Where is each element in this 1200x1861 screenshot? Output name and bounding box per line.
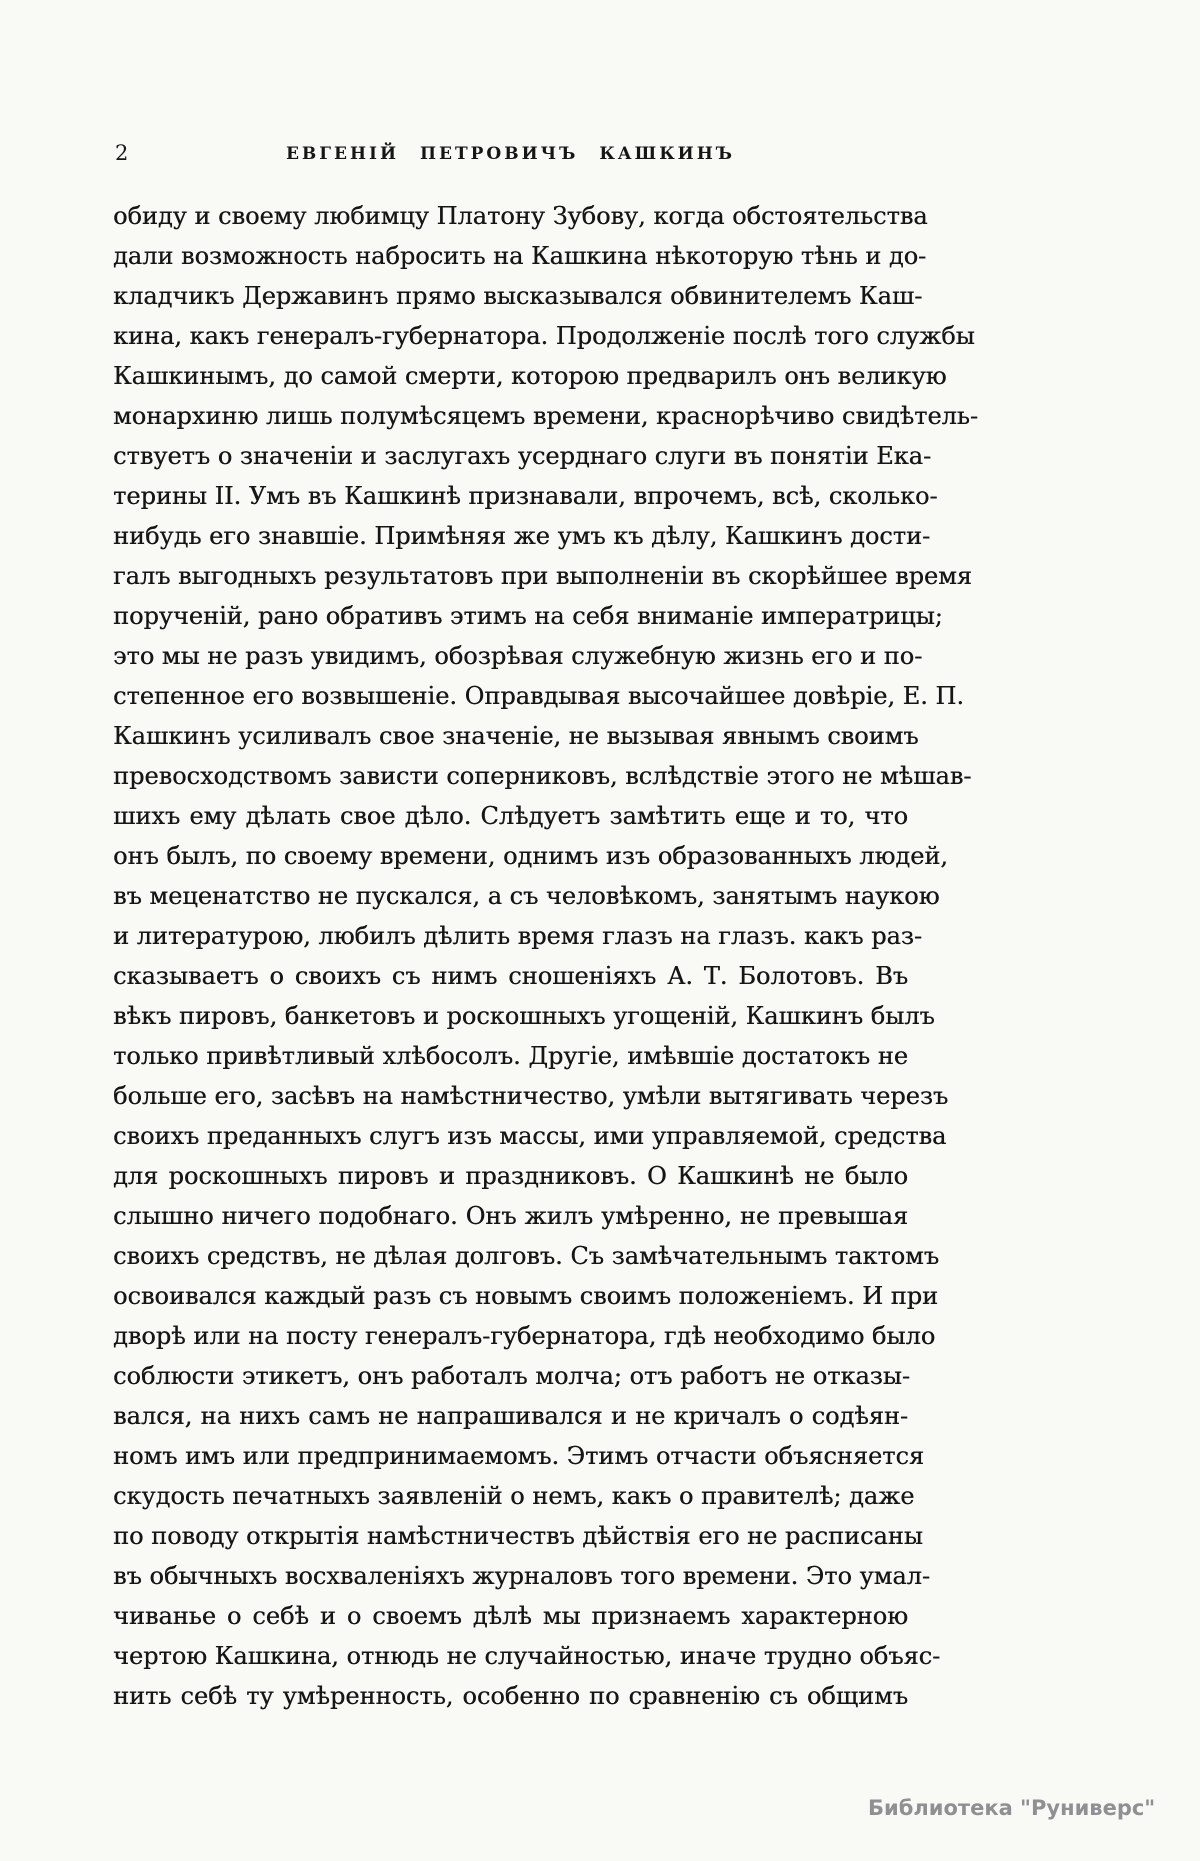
text-line: онъ былъ, по своему времени, однимъ изъ образованныхъ людей, [113,842,948,870]
text-line: вѣкъ пировъ, банкетовъ и роскошныхъ угощеній, Кашкинъ былъ [113,1002,935,1030]
text-line: Кашкинымъ, до самой смерти, которою предварилъ онъ великую [113,362,947,390]
text-line: обиду и своему любимцу Платону Зубову, когда обстоятельства [113,202,928,230]
text-line: кина, какъ генералъ-губернатора. Продолженіе послѣ того службы [113,322,975,350]
text-line: нить себѣ ту умѣренность, особенно по сравненію съ общимъ [113,1682,908,1710]
text-line: слышно ничего подобнаго. Онъ жилъ умѣренно, не превышая [113,1202,908,1230]
text-line: своихъ преданныхъ слугъ изъ массы, ими управляемой, средства [113,1122,947,1150]
text-line: порученій, рано обративъ этимъ на себя вниманіе императрицы; [113,602,943,630]
text-line: кладчикъ Державинъ прямо высказывался обвинителемъ Каш- [113,282,923,310]
text-line: больше его, засѣвъ на намѣстничество, умѣли вытягивать черезъ [113,1082,949,1110]
text-line: это мы не разъ увидимъ, обозрѣвая служебную жизнь его и по- [113,642,923,670]
text-line: своихъ средствъ, не дѣлая долговъ. Съ замѣчательнымъ тактомъ [113,1242,939,1270]
text-line: и литературою, любилъ дѣлить время глазъ на глазъ. какъ раз- [113,922,922,950]
page-number: 2 [115,141,129,165]
text-line: для роскошныхъ пировъ и праздниковъ. О Кашкинѣ не было [113,1162,908,1190]
text-line: чиванье о себѣ и о своемъ дѣлѣ мы признаемъ характерною [113,1602,908,1630]
text-line: соблюсти этикетъ, онъ работалъ молча; отъ работъ не отказы- [113,1362,910,1390]
text-line: только привѣтливый хлѣбосолъ. Другіе, имѣвшіе достатокъ не [113,1042,908,1070]
text-line: Кашкинъ усиливалъ свое значеніе, не вызывая явнымъ своимъ [113,722,919,750]
text-line: въ обычныхъ восхваленіяхъ журналовъ того времени. Это умал- [113,1562,930,1590]
text-line: нибудь его знавшіе. Примѣняя же умъ къ дѣлу, Кашкинъ дости- [113,522,931,550]
text-line: превосходствомъ зависти соперниковъ, вслѣдствіе этого не мѣшав- [113,762,972,790]
text-line: сказываетъ о своихъ съ нимъ сношеніяхъ А. Т. Болотовъ. Въ [113,962,908,990]
text-line: скудость печатныхъ заявленій о немъ, какъ о правителѣ; даже [113,1482,915,1510]
text-line: степенное его возвышеніе. Оправдывая высочайшее довѣріе, Е. П. [113,682,964,710]
text-line: ствуетъ о значеніи и заслугахъ усерднаго слуги въ понятіи Ека- [113,442,932,470]
page-header [113,141,908,167]
text-line: по поводу открытія намѣстничествъ дѣйствія его не расписаны [113,1522,923,1550]
text-line: освоивался каждый разъ съ новымъ своимъ положеніемъ. И при [113,1282,939,1310]
text-line: номъ имъ или предпринимаемомъ. Этимъ отчасти объясняется [113,1442,925,1470]
watermark-library-label: Библиотека "Руниверс" [868,1796,1156,1820]
text-line: въ меценатство не пускался, а съ человѣкомъ, занятымъ наукою [113,882,940,910]
text-line: дали возможность набросить на Кашкина нѣкоторую тѣнь и до- [113,242,927,270]
text-line: вался, на нихъ самъ не напрашивался и не кричалъ о содѣян- [113,1402,908,1430]
text-line: галъ выгодныхъ результатовъ при выполненіи въ скорѣйшее время [113,562,972,590]
text-line: терины II. Умъ въ Кашкинѣ признавали, впрочемъ, всѣ, сколько- [113,482,938,510]
running-title: ЕВГЕНІЙ ПЕТРОВИЧЪ КАШКИНЪ [285,144,736,164]
body-text [113,196,978,1716]
text-line: чертою Кашкина, отнюдь не случайностью, иначе трудно объяс- [113,1642,941,1670]
text-line: дворѣ или на посту генералъ-губернатора, гдѣ необходимо было [113,1322,936,1350]
text-line: монархиню лишь полумѣсяцемъ времени, краснорѣчиво свидѣтель- [113,402,978,430]
text-line: шихъ ему дѣлать свое дѣло. Слѣдуетъ замѣтить еще и то, что [113,802,908,830]
